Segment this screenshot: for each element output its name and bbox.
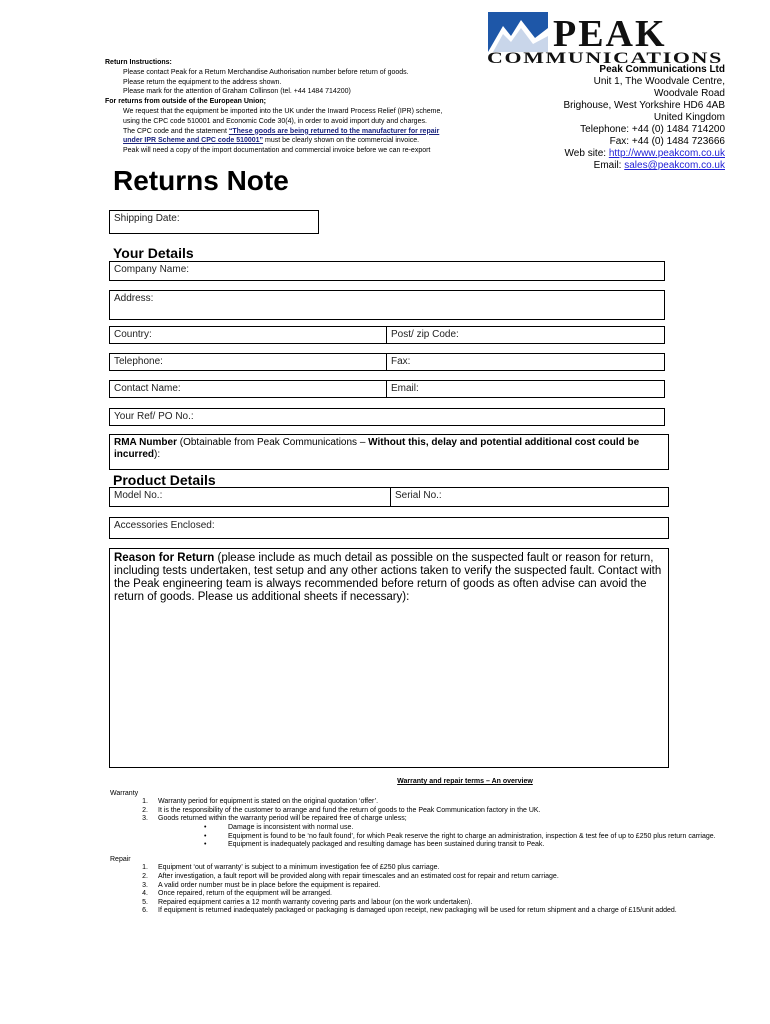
fax-field[interactable] [386,353,665,371]
country-label: Country: [114,329,152,340]
contact-name-label: Contact Name: [114,383,181,394]
shipping-date-label: Shipping Date: [114,213,180,224]
rma-number-field[interactable] [109,434,669,470]
logo-communications-text: COMMUNICATIONS [487,50,723,64]
model-number-field[interactable] [109,487,391,507]
postcode-label: Post/ zip Code: [391,329,459,340]
ipr-statement-cont: under IPR Scheme and CPC code 510001” [123,137,264,145]
bullet-item: • Equipment is inadequately packaged and resulting damage has been sustained during transit to Peak. [204,841,545,849]
reason-label: Reason for Return [114,552,215,564]
contact-name-field[interactable] [109,380,387,398]
instructions-line [105,136,485,146]
instructions-heading: Return Instructions: [105,59,172,66]
instructions-text: must be clearly shown on the commercial invoice. [265,137,420,145]
rma-label: RMA Number [114,437,177,448]
reason-for-return-field[interactable] [109,548,669,768]
company-name-field[interactable] [109,261,665,281]
shipping-date-field[interactable] [109,210,319,234]
address-line: Woodvale Road [654,88,725,99]
email-label-field: Email: [391,383,419,394]
country-field[interactable] [109,326,387,344]
serial-number-label: Serial No.: [395,490,442,501]
instructions-line: Please mark for the attention of Graham Collinson (tel. +44 1484 714200) [123,88,351,96]
telephone-label: Telephone: [114,356,163,367]
warranty-heading: Warranty and repair terms – An overview [397,778,533,785]
accessories-field[interactable] [109,517,669,539]
rma-note: (Obtainable from Peak Communications – [176,437,369,448]
warranty-label: Warranty [110,789,139,797]
list-item: 4. Once repaired, return of the equipment will be arranged. [142,890,332,898]
rma-warning: Without this, delay and potential additional cost could be [368,437,640,448]
instructions-line: We request that the equipment be imported into the UK under the Inward Process Relief (IPR) scheme, [123,107,443,115]
email-label: Email: [593,160,622,171]
repair-label: Repair [110,855,131,863]
instructions-line: using the CPC code 510001 and Economic Code 30(4), in order to avoid import duty and charges. [123,117,427,125]
company-name: Peak Communications Ltd [599,64,725,75]
address-field[interactable] [109,290,665,320]
company-email [563,160,725,172]
email-field[interactable] [386,380,665,398]
list-item: 5. Repaired equipment carries a 12 month warranty covering parts and labour (on the work undertaken). [142,898,473,906]
instructions-line: Please contact Peak for a Return Merchandise Authorisation number before return of goods. [123,68,409,76]
bullet-item: • Equipment is found to be ‘no fault found’, for which Peak reserve the right to charge an administration, inspection & test fee of up to £250 plus return carriage. [204,832,716,840]
list-item: 3. A valid order number must be in place before the equipment is repaired. [142,881,381,889]
list-item: 3. Goods returned within the warranty period will be repaired free of charge unless; [142,815,407,823]
company-fax: Fax: +44 (0) 1484 723666 [609,136,725,147]
address-line: Unit 1, The Woodvale Centre, [593,76,725,87]
reason-instructions: (please include as much detail as possible on the suspected fault or reason for return, including tests undertaken, test setup and any other actions taken to verify the suspected fault. Contact with the Peak engineering team is always recommended before return of goods as often advise can avoid the return of goods. Please us additional sheets if necessary): [114,552,662,603]
your-details-heading: Your Details [113,245,194,261]
fax-label: Fax: [391,356,411,367]
company-address [563,64,725,172]
list-item: 6. If equipment is returned inadequately packaged or packaging is damaged upon receipt, new packaging will be used for return shipment and a charge of £15/unit added. [142,907,677,915]
rma-end: ): [154,449,161,460]
serial-number-field[interactable] [390,487,669,507]
model-number-label: Model No.: [114,490,163,501]
telephone-field[interactable] [109,353,387,371]
instructions-heading-eu: For returns from outside of the European Union; [105,98,266,106]
address-label: Address: [114,293,154,304]
list-item: 2. It is the responsibility of the customer to arrange and fund the return of goods to the Peak Communication factory in the UK. [142,806,541,814]
instructions-line: Please return the equipment to the address shown. [123,78,282,86]
website-link[interactable]: http://www.peakcom.co.uk [608,148,725,159]
company-telephone: Telephone: +44 (0) 1484 714200 [580,124,725,135]
ipr-statement: “These goods are being returned to the manufacturer for repair [228,127,440,135]
bullet-item: • Damage is inconsistent with normal use. [204,823,354,831]
instructions-line [105,127,485,137]
peak-logo [485,8,725,64]
company-name-label: Company Name: [114,264,190,275]
return-instructions [105,58,485,156]
address-line: United Kingdom [653,112,725,123]
reference-field[interactable] [109,408,665,426]
accessories-label: Accessories Enclosed: [114,520,215,531]
address-line: Brighouse, West Yorkshire HD6 4AB [563,100,725,111]
company-website [563,148,725,160]
rma-warning-cont: incurred [114,449,155,460]
postcode-field[interactable] [386,326,665,344]
logo-peak-text: PEAK [553,13,667,55]
instructions-line: Peak will need a copy of the import documentation and commercial invoice before we can re-export [123,147,431,155]
list-item: 1. Equipment ‘out of warranty’ is subject to a minimum investigation fee of £250 plus carriage. [142,864,440,872]
product-details-heading: Product Details [113,472,216,488]
list-item: 2. After investigation, a fault report will be provided along with repair timescales and an estimated cost for repair and return carriage. [142,872,559,880]
web-label: Web site: [564,148,607,159]
page-title: Returns Note [113,165,289,196]
reference-label: Your Ref/ PO No.: [114,411,194,422]
list-item: 1. Warranty period for equipment is stated on the original quotation ‘offer’. [142,798,379,806]
instructions-text: The CPC code and the statement [123,127,227,135]
warranty-terms [110,778,740,916]
email-link[interactable]: sales@peakcom.co.uk [624,160,725,171]
mountain-logo-icon [485,8,725,64]
